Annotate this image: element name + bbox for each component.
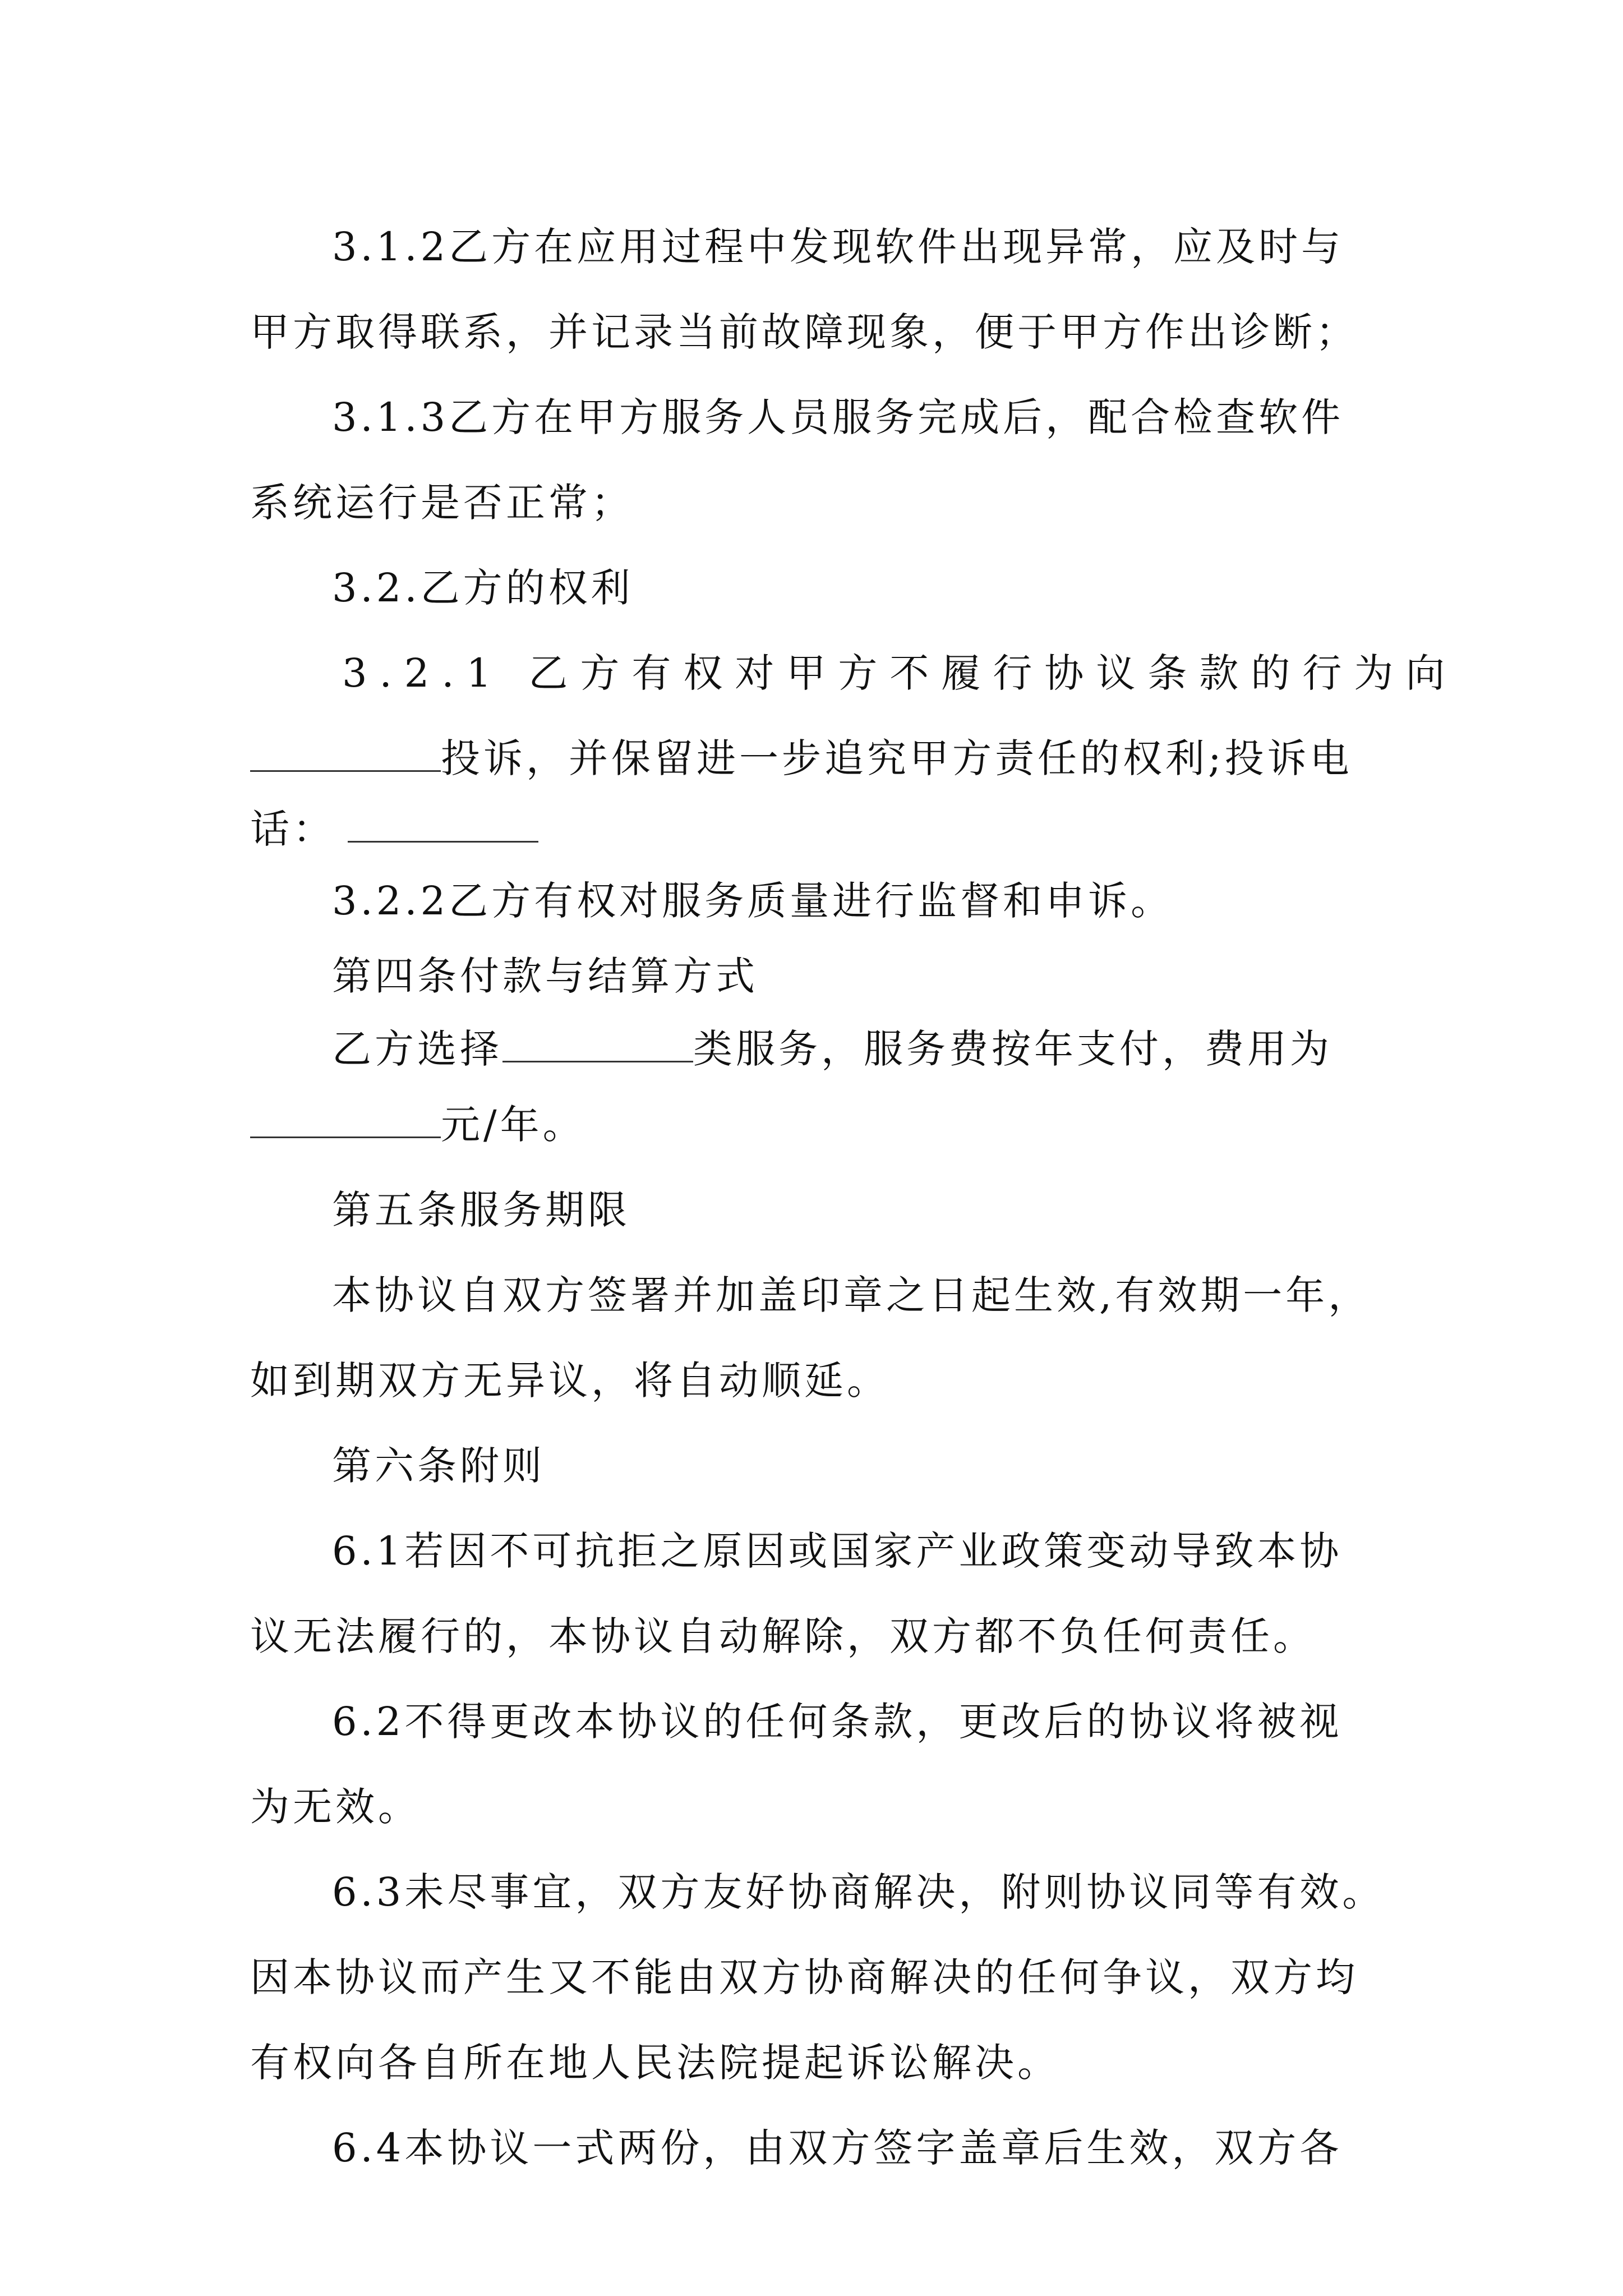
clause-6-3-line-1: 6.3未尽事宜，双方友好协商解决，附则协议同等有效。	[332, 1869, 1385, 1915]
clause-6-2-line-1: 6.2不得更改本协议的任何条款，更改后的协议将被视	[332, 1699, 1343, 1745]
clause-3-2-1-line-2: 投诉，并保留进一步追究甲方责任的权利;投诉电	[250, 730, 1353, 786]
section-3-2-heading: 3.2.乙方的权利	[332, 565, 634, 611]
complaint-authority-blank[interactable]	[250, 731, 441, 772]
clause-3-1-2-line-1: 3.1.2乙方在应用过程中发现软件出现异常，应及时与	[332, 224, 1344, 270]
complaint-phone-blank[interactable]	[348, 802, 538, 843]
article-4-heading: 第四条付款与结算方式	[332, 953, 758, 999]
fee-amount-blank[interactable]	[250, 1097, 441, 1138]
clause-6-4-line-1: 6.4本协议一式两份，由双方签字盖章后生效，双方各	[332, 2125, 1343, 2171]
article-4-line-2: 元/年。	[250, 1097, 585, 1153]
clause-6-3-line-2: 因本协议而产生又不能由双方协商解决的任何争议，双方均	[250, 1954, 1358, 2000]
clause-6-3-line-3: 有权向各自所在地人民法院提起诉讼解决。	[250, 2040, 1060, 2086]
clause-3-2-1-line-1: 3.2.1 乙方有权对甲方不履行协议条款的行为向	[342, 650, 1458, 696]
clause-6-1-line-2: 议无法履行的，本协议自动解除，双方都不负任何责任。	[250, 1613, 1316, 1659]
clause-6-2-line-2: 为无效。	[250, 1784, 421, 1830]
clause-3-2-1-line-3: 话：	[250, 801, 538, 857]
clause-3-2-2: 3.2.2乙方有权对服务质量进行监督和申诉。	[332, 878, 1174, 924]
article-5-heading: 第五条服务期限	[332, 1187, 630, 1233]
article-6-heading: 第六条附则	[332, 1443, 545, 1489]
article-5-line-2: 如到期双方无异议，将自动顺延。	[250, 1358, 889, 1404]
clause-3-1-3-line-1: 3.1.3乙方在甲方服务人员服务完成后，配合检查软件	[332, 394, 1344, 440]
service-type-blank[interactable]	[502, 1022, 693, 1062]
clause-3-1-3-line-2: 系统运行是否正常；	[250, 480, 634, 526]
article-4-line-1: 乙方选择 类服务，服务费按年支付，费用为	[332, 1021, 1332, 1077]
article-5-line-1: 本协议自双方签署并加盖印章之日起生效,有效期一年，	[332, 1272, 1371, 1318]
clause-6-1-line-1: 6.1若因不可抗拒之原因或国家产业政策变动导致本协	[332, 1528, 1343, 1574]
clause-3-1-2-line-2: 甲方取得联系，并记录当前故障现象，便于甲方作出诊断；	[250, 309, 1358, 355]
